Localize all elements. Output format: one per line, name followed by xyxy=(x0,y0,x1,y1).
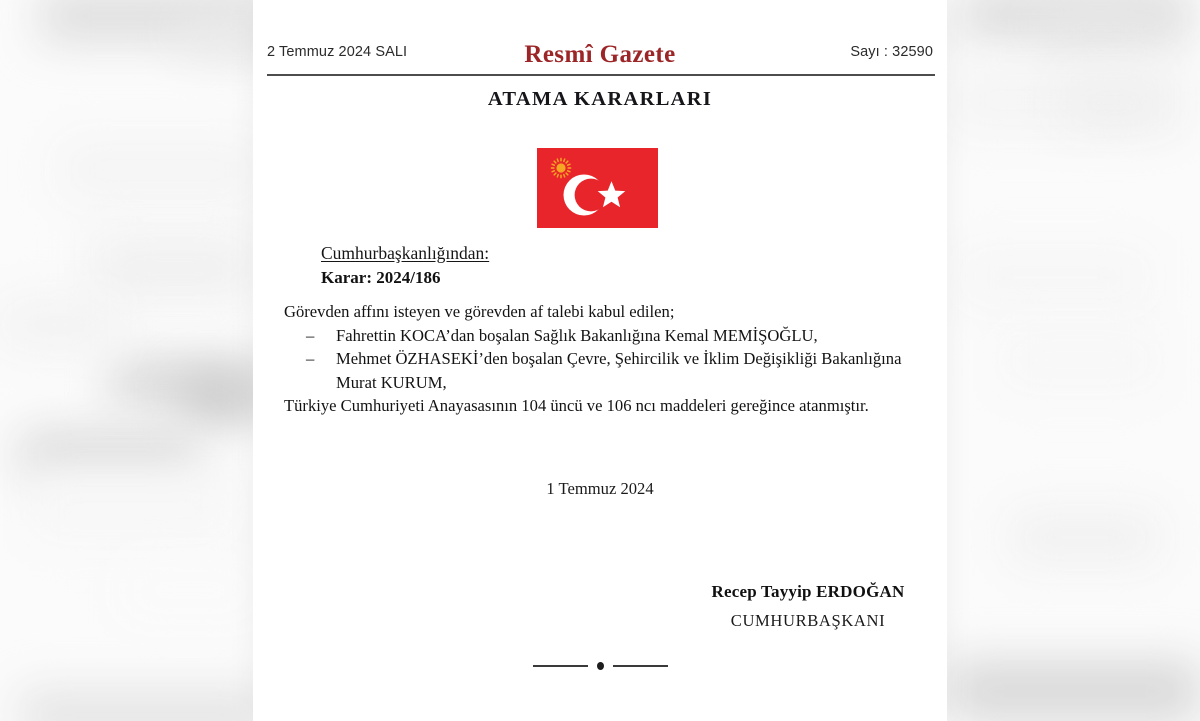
list-item xyxy=(306,324,924,348)
list-item xyxy=(306,347,924,394)
decree-closing: Türkiye Cumhuriyeti Anayasasının 104 üncü ve 106 ncı maddeleri gereğince atanmıştır. xyxy=(284,396,869,415)
appointment-text: Mehmet ÖZHASEKİ’den boşalan Çevre, Şehircilik ve İklim Değişikliği Bakanlığına Murat KURUM, xyxy=(336,349,902,392)
decree-body xyxy=(284,300,924,418)
background-blur-shape xyxy=(180,378,260,418)
appointment-text: Fahrettin KOCA’dan boşalan Sağlık Bakanlığına Kemal MEMİŞOĞLU, xyxy=(336,325,818,345)
gazette-title: Resmî Gazete xyxy=(524,41,676,68)
dash-icon: – xyxy=(306,349,315,368)
background-blur-shape xyxy=(950,660,1200,721)
footer-divider xyxy=(253,662,947,670)
turkish-flag-icon xyxy=(537,148,658,228)
issuing-authority: Cumhurbaşkanlığından: xyxy=(321,243,490,263)
turkish-flag-graphic xyxy=(537,148,658,228)
background-blur-shape xyxy=(1000,330,1160,390)
background-blur-shape xyxy=(20,690,270,721)
divider-dot-icon xyxy=(597,662,604,670)
signing-date: 1 Temmuz 2024 xyxy=(546,479,654,498)
background-blur-shape xyxy=(60,140,260,200)
background-blur-shape xyxy=(1060,78,1170,128)
decree-intro: Görevden affını isteyen ve görevden af talebi kabul edilen; xyxy=(284,302,675,321)
masthead-divider xyxy=(267,74,935,76)
background-blur-shape xyxy=(120,560,260,620)
background-blur-shape xyxy=(1040,10,1160,52)
background-blur-shape xyxy=(960,250,1150,305)
masthead xyxy=(267,41,933,70)
signatory-role: CUMHURBAŞKANI xyxy=(730,611,886,630)
decision-number: Karar: 2024/186 xyxy=(321,268,441,287)
signature-block xyxy=(683,582,933,631)
issue-number: Sayı : 32590 xyxy=(850,44,933,60)
signatory-name: Recep Tayyip ERDOĞAN xyxy=(711,582,905,601)
divider-segment-right xyxy=(613,665,668,667)
background-blur-shape xyxy=(1010,510,1160,565)
background-blur-shape xyxy=(30,470,230,540)
gazette-document-page xyxy=(253,0,947,721)
publication-date: 2 Temmuz 2024 SALI xyxy=(267,44,408,60)
background-blur-shape xyxy=(100,250,250,290)
dash-icon: – xyxy=(306,325,315,345)
appointment-list xyxy=(284,324,924,395)
divider-segment-left xyxy=(533,665,588,667)
background-blur-shape xyxy=(0,300,120,350)
page-title: ATAMA KARARLARI xyxy=(487,88,713,110)
